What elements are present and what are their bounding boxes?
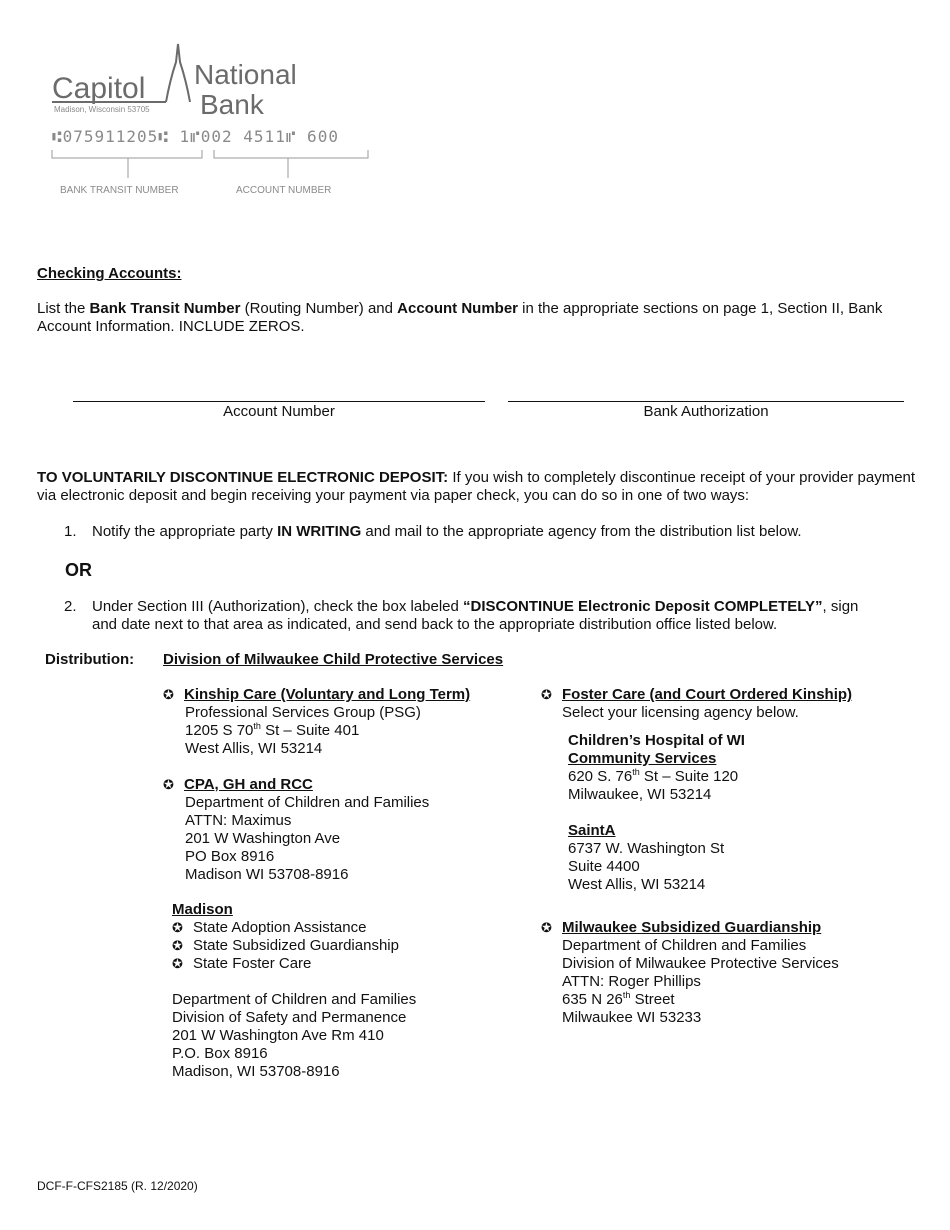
cpa-block bbox=[163, 776, 523, 884]
madison-line-1: Department of Children and Families bbox=[172, 991, 417, 1008]
guardianship-block bbox=[541, 919, 921, 1027]
form-id-footer: DCF-F-CFS2185 (R. 12/2020) bbox=[37, 1179, 198, 1193]
discontinue-box-label: “DISCONTINUE Electronic Deposit COMPLETELY” bbox=[463, 598, 823, 615]
foster-care-title: Foster Care (and Court Ordered Kinship) bbox=[562, 686, 853, 703]
star-in-circle-icon: ✪ bbox=[163, 777, 174, 792]
micr-line: ⑆075911205⑆ 1⑈002 4511⑈ 600 bbox=[52, 127, 339, 146]
account-number-line-label: Account Number bbox=[223, 403, 335, 420]
checking-text-1: List the bbox=[37, 300, 90, 317]
guardianship-line-2: Division of Milwaukee Protective Services bbox=[562, 955, 839, 972]
sainta-line-2: Suite 4400 bbox=[568, 858, 640, 875]
madison-bullet-2: State Subsidized Guardianship bbox=[193, 937, 399, 954]
account-number-label: ACCOUNT NUMBER bbox=[236, 185, 332, 196]
checking-text-3: in the appropriate sections on page 1, Section II, Bank Account Information. INCLUDE ZEROS. bbox=[37, 300, 883, 335]
guardianship-line-4: 635 N 26th Street bbox=[562, 990, 675, 1008]
kinship-care-title: Kinship Care (Voluntary and Long Term) bbox=[184, 686, 471, 703]
logo-word-capitol: Capitol bbox=[52, 72, 146, 105]
childrens-hospital-line-2: Milwaukee, WI 53214 bbox=[568, 786, 712, 803]
account-number-term: Account Number bbox=[397, 300, 518, 317]
capitol-dome-icon bbox=[166, 44, 190, 102]
checking-instructions bbox=[37, 300, 917, 336]
star-in-circle-icon: ✪ bbox=[541, 687, 552, 702]
item-2-part-a: Under Section III (Authorization), check the box labeled bbox=[92, 598, 464, 615]
guardianship-line-1: Department of Children and Families bbox=[562, 937, 807, 954]
item-2-part-c: , sign and date next to that area as indicated, and send back to the appropriate distribution office listed below. bbox=[92, 598, 859, 633]
star-in-circle-icon: ✪ bbox=[541, 920, 552, 935]
item-1-number: 1. bbox=[64, 523, 77, 540]
item-1-part-a: Notify the appropriate party bbox=[92, 523, 278, 540]
guardianship-line-3: ATTN: Roger Phillips bbox=[562, 973, 701, 990]
item-2-text bbox=[92, 598, 882, 634]
account-number-line[interactable] bbox=[73, 401, 485, 402]
kinship-care-block bbox=[163, 686, 523, 758]
checking-text-2: (Routing Number) and bbox=[240, 300, 398, 317]
item-2-number: 2. bbox=[64, 598, 77, 615]
cpa-line-5: Madison WI 53708-8916 bbox=[185, 866, 349, 883]
kinship-line-2: 1205 S 70th St – Suite 401 bbox=[185, 721, 360, 739]
cpa-line-1: Department of Children and Families bbox=[185, 794, 430, 811]
sainta-line-3: West Allis, WI 53214 bbox=[568, 876, 706, 893]
community-services-title: Community Services bbox=[568, 750, 717, 767]
bank-authorization-line-label: Bank Authorization bbox=[643, 403, 769, 420]
discontinue-paragraph bbox=[37, 469, 917, 505]
madison-title: Madison bbox=[172, 901, 233, 918]
foster-care-subtitle: Select your licensing agency below. bbox=[562, 704, 799, 721]
division-heading: Division of Milwaukee Child Protective Services bbox=[163, 651, 504, 668]
in-writing-term: IN WRITING bbox=[277, 523, 362, 540]
star-in-circle-icon: ✪ bbox=[163, 687, 174, 702]
bank-transit-number-term: Bank Transit Number bbox=[89, 300, 241, 317]
kinship-line-3: West Allis, WI 53214 bbox=[185, 740, 323, 757]
childrens-hospital-title: Children’s Hospital of WI bbox=[568, 732, 745, 749]
madison-line-4: P.O. Box 8916 bbox=[172, 1045, 268, 1062]
discontinue-text: If you wish to completely discontinue receipt of your provider payment via electronic deposit and begin receiving your payment via paper check, you can do so in one of two ways: bbox=[37, 469, 916, 504]
logo-location: Madison, Wisconsin 53705 bbox=[54, 105, 150, 114]
guardianship-title: Milwaukee Subsidized Guardianship bbox=[562, 919, 822, 936]
madison-line-3: 201 W Washington Ave Rm 410 bbox=[172, 1027, 384, 1044]
item-1-text bbox=[92, 523, 882, 541]
cpa-title: CPA, GH and RCC bbox=[184, 776, 313, 793]
star-in-circle-icon: ✪ bbox=[172, 920, 183, 935]
bank-authorization-line[interactable] bbox=[508, 401, 904, 402]
madison-bullet-3: State Foster Care bbox=[193, 955, 312, 972]
star-in-circle-icon: ✪ bbox=[172, 938, 183, 953]
star-in-circle-icon: ✪ bbox=[172, 956, 183, 971]
childrens-hospital-line-1: 620 S. 76th St – Suite 120 bbox=[568, 767, 739, 785]
logo-word-bank: Bank bbox=[200, 89, 264, 120]
madison-bullet-1: State Adoption Assistance bbox=[193, 919, 367, 936]
kinship-line-1: Professional Services Group (PSG) bbox=[185, 704, 421, 721]
madison-line-2: Division of Safety and Permanence bbox=[172, 1009, 407, 1026]
checking-accounts-heading: Checking Accounts: bbox=[37, 265, 182, 282]
foster-care-block bbox=[541, 686, 921, 894]
sainta-title: SaintA bbox=[568, 822, 616, 839]
madison-line-5: Madison, WI 53708-8916 bbox=[172, 1063, 340, 1080]
check-image bbox=[48, 40, 418, 205]
sainta-line-1: 6737 W. Washington St bbox=[568, 840, 725, 857]
or-separator: OR bbox=[65, 560, 92, 580]
discontinue-heading: TO VOLUNTARILY DISCONTINUE ELECTRONIC DEPOSIT: bbox=[37, 469, 449, 486]
madison-block bbox=[172, 901, 532, 1081]
logo-word-national: National bbox=[194, 59, 297, 90]
cpa-line-3: 201 W Washington Ave bbox=[185, 830, 341, 847]
distribution-label: Distribution: bbox=[45, 651, 135, 668]
item-1-part-c: and mail to the appropriate agency from the distribution list below. bbox=[361, 523, 802, 540]
bank-logo bbox=[52, 44, 297, 120]
guardianship-line-5: Milwaukee WI 53233 bbox=[562, 1009, 702, 1026]
cpa-line-2: ATTN: Maximus bbox=[185, 812, 292, 829]
cpa-line-4: PO Box 8916 bbox=[185, 848, 275, 865]
bank-transit-number-label: BANK TRANSIT NUMBER bbox=[60, 185, 179, 196]
